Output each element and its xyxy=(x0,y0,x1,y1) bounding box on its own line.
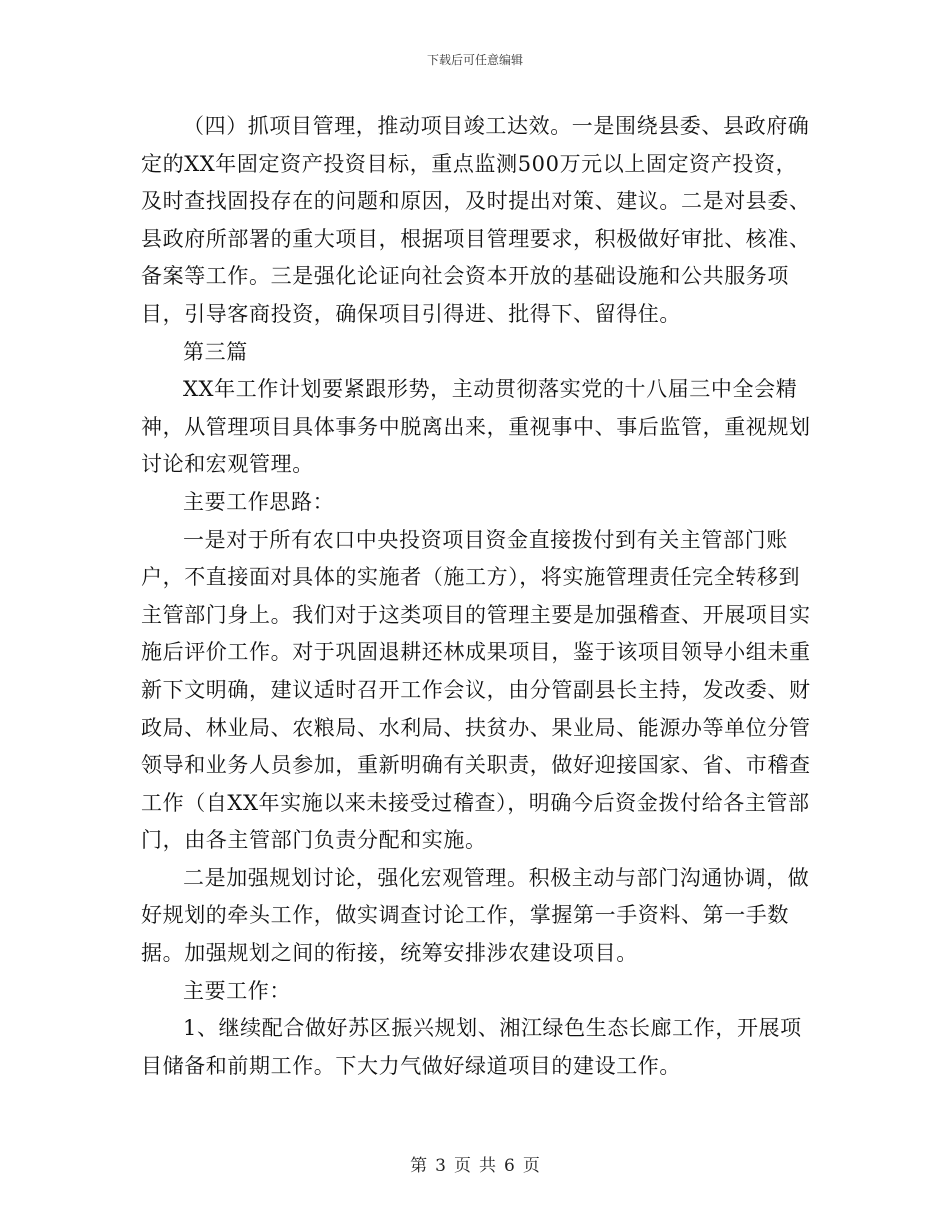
paragraph-work-item-one: 1、继续配合做好苏区振兴规划、湘江绿色生态长廊工作，开展项目储备和前期工作。下大力气做好绿道项目的建设工作。 xyxy=(141,1016,802,1078)
current-page-number: 3 xyxy=(435,1156,446,1176)
page-number-prefix: 第 xyxy=(410,1156,428,1176)
section-heading-part-three: 第三篇 xyxy=(183,339,248,364)
page-number-mid2: 共 xyxy=(479,1156,496,1176)
paragraph-work-plan-intro: XX年工作计划要紧跟形势，主动贯彻落实党的十八届三中全会精神，从管理项目具体事务中脱离出来，重视事中、事后监管，重视规划讨论和宏观管理。 xyxy=(141,377,811,477)
page-number-mid1: 页 xyxy=(454,1156,471,1176)
document-body xyxy=(141,108,811,1085)
paragraph-project-management: （四）抓项目管理，推动项目竣工达效。一是围绕县委、县政府确定的XX年固定资产投资目标，重点监测500万元以上固定资产投资，及时查找固投存在的问题和原因，及时提出对策、建议。二是对县委、县政府所部署的重大项目，根据项目管理要求，积极做好审批、核准、备案等工作。三是强化论证向社会资本开放的基础设施和公共服务项目，引导客商投资，确保项目引得进、批得下、留得住。 xyxy=(141,114,811,326)
page-footer xyxy=(0,1155,950,1177)
subheading-main-ideas: 主要工作思路： xyxy=(183,489,335,514)
paragraph-idea-two: 二是加强规划讨论，强化宏观管理。积极主动与部门沟通协调，做好规划的牵头工作，做实调查讨论工作，掌握第一手资料、第一手数据。加强规划之间的衔接，统筹安排涉农建设项目。 xyxy=(141,865,810,966)
subheading-main-work: 主要工作： xyxy=(183,978,291,1003)
header-text: 下载后可任意编辑 xyxy=(426,53,523,67)
paragraph-idea-one: 一是对于所有农口中央投资项目资金直接拨付到有关主管部门账户，不直接面对具体的实施者（施工方），将实施管理责任完全转移到主管部门身上。我们对于这类项目的管理主要是加强稽查、开展项目实施后评价工作。对于巩固退耕还林成果项目，鉴于该项目领导小组未重新下文明确，建议适时召开工作会议，由分管副县长主持，发改委、财政局、林业局、农粮局、水利局、扶贫办、果业局、能源办等单位分管领导和业务人员参加，重新明确有关职责，做好迎接国家、省、市稽查工作（自XX年实施以来未接受过稽查），明确今后资金拨付给各主管部门，由各主管部门负责分配和实施。 xyxy=(141,527,811,853)
total-page-number: 6 xyxy=(504,1156,515,1176)
page-number-suffix: 页 xyxy=(522,1156,540,1176)
page-header xyxy=(0,52,950,68)
